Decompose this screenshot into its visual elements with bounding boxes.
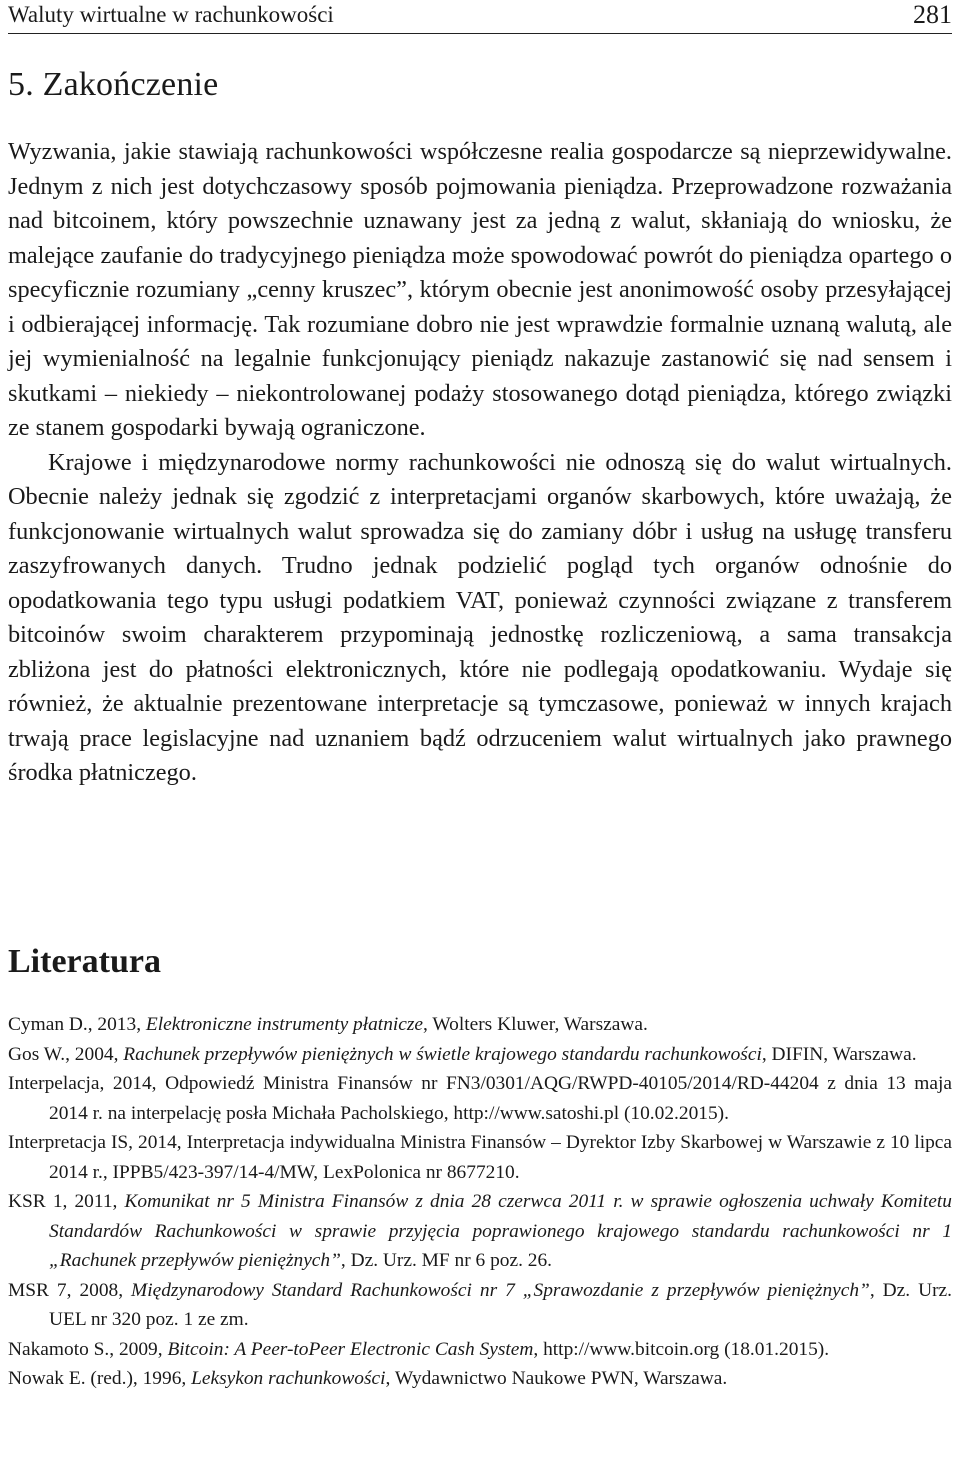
reference-item: MSR 7, 2008, Międzynarodowy Standard Rachunkowości nr 7 „Sprawozdanie z przepływów pieniężnych”, Dz. Urz. UEL nr 320 poz. 1 ze zm.: [8, 1279, 952, 1330]
page-number: 281: [913, 0, 952, 29]
reference-item: Gos W., 2004, Rachunek przepływów pieniężnych w świetle krajowego standardu rachunkowości, DIFIN, Warszawa.: [8, 1043, 917, 1065]
literature-title: Literatura: [8, 943, 161, 980]
reference-item: Cyman D., 2013, Elektroniczne instrumenty płatnicze, Wolters Kluwer, Warszawa.: [8, 1014, 648, 1035]
reference-list: [8, 1010, 952, 1394]
body-text: [8, 135, 952, 791]
reference-item: Nowak E. (red.), 1996, Leksykon rachunkowości, Wydawnictwo Naukowe PWN, Warszawa.: [8, 1368, 728, 1389]
section-title: 5. Zakończenie: [8, 66, 219, 103]
paragraph: Wyzwania, jakie stawiają rachunkowości współczesne realia gospodarcze są nieprzewidywalne. Jednym z nich jest dotychczasowy sposób pojmowania pieniądza. Przeprowadzone rozważania nad bitcoinem, który powszechnie uznawany jest za jedną z walut, skłaniają do wniosku, że malejące zaufanie do tradycyjnego pieniądza może spowodować powrót do pieniądza opartego o specyficznie rozumiany „cenny kruszec”, którym obecnie jest anonimowość osoby przesyłającej i odbierającej informację. Tak rozumiane dobro nie jest wprawdzie formalnie uznaną walutą, ale jej wymienialność na legalnie funkcjonujący pieniądz nakazuje zastanowić się nad sensem i skutkami – niekiedy – niekontrolowanej podaży stosowanego dotąd pieniądza, którego związki ze stanem gospodarki bywają ograniczone.: [8, 138, 952, 441]
reference-item: Nakamoto S., 2009, Bitcoin: A Peer-toPeer Electronic Cash System, http://www.bitcoin.org (18.01.2015).: [8, 1338, 830, 1360]
running-header: [8, 0, 952, 34]
reference-item: KSR 1, 2011, Komunikat nr 5 Ministra Finansów z dnia 28 czerwca 2011 r. w sprawie ogłoszenia uchwały Komitetu Standardów Rachunkowości w sprawie przyjęcia poprawionego krajowego standardu rachunkowości nr 1 „Rachunek przepływów pieniężnych”, Dz. Urz. MF nr 6 poz. 26.: [8, 1191, 952, 1271]
reference-item: Interpretacja IS, 2014, Interpretacja indywidualna Ministra Finansów – Dyrektor Izby Skarbowej w Warszawie z 10 lipca 2014 r., IPPB5/423-397/14-4/MW, LexPolonica nr 8677210.: [8, 1132, 952, 1183]
reference-item: Interpelacja, 2014, Odpowiedź Ministra Finansów nr FN3/0301/AQG/RWPD-40105/2014/RD-44204 z dnia 13 maja 2014 r. na interpelację posła Michała Pacholskiego, http://www.satoshi.pl (10.02.2015).: [8, 1073, 952, 1124]
running-title: Waluty wirtualne w rachunkowości: [8, 2, 334, 27]
paragraph: Krajowe i międzynarodowe normy rachunkowości nie odnoszą się do walut wirtualnych. Obecnie należy jednak się zgodzić z interpretacjami organów skarbowych, które uważają, że funkcjonowanie wirtualnych walut sprowadza się do zamiany dóbr i usług na usługę transferu zaszyfrowanych danych. Trudno jednak podzielić pogląd tych organów odnośnie do opodatkowania tego typu usługi podatkiem VAT, ponieważ czynności związane z transferem bitcoinów swoim charakterem przypominają jednostkę rozliczeniową, a sama transakcja zbliżona jest do płatności elektronicznych, które nie podlegają opodatkowaniu. Wydaje się również, że aktualnie prezentowane interpretacje są tymczasowe, ponieważ w innych krajach trwają prace legislacyjne nad uznaniem bądź odrzuceniem walut wirtualnych jako prawnego środka płatniczego.: [8, 448, 952, 786]
